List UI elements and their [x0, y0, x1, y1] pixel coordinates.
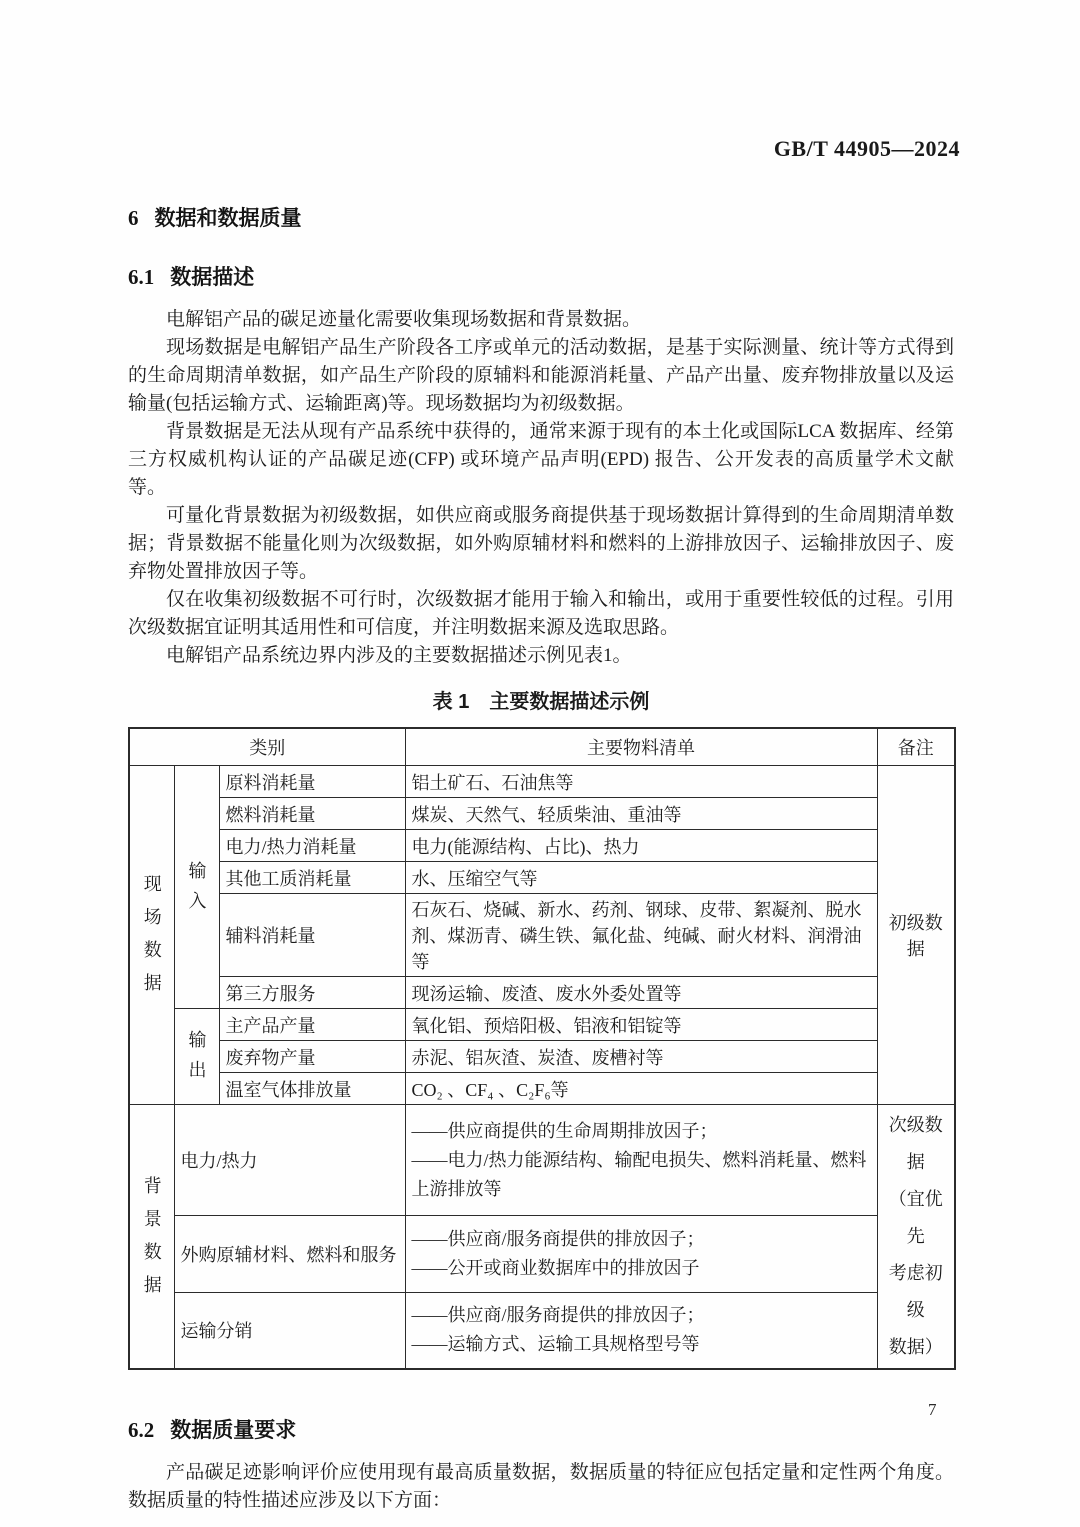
table-row	[129, 830, 955, 862]
section-number: 6.1	[128, 265, 155, 289]
table-header-category: 类别	[129, 728, 405, 766]
row-label-cell: 废弃物产量	[219, 1041, 405, 1073]
table-header-materials: 主要物料清单	[405, 728, 877, 766]
section-6-heading	[128, 202, 954, 232]
row-label-cell: 主产品产量	[219, 1009, 405, 1041]
paragraph-4: 可量化背景数据为初级数据，如供应商或服务商提供基于现场数据计算得到的生命周期清单数据；背景数据不能量化则为次级数据，如外购原辅材料和燃料的上游排放因子、运输排放因子、废弃物处置排放因子等。	[128, 505, 954, 582]
paragraph-5: 仅在收集初级数据不可行时，次级数据才能用于输入和输出，或用于重要性较低的过程。引用次级数据宜证明其适用性和可信度，并注明数据来源及选取思路。	[128, 589, 954, 638]
page-number: 7	[928, 1400, 937, 1419]
table-row	[129, 1216, 955, 1292]
row-label-cell: 第三方服务	[219, 977, 405, 1009]
paragraph-3: 背景数据是无法从现有产品系统中获得的，通常来源于现有的本土化或国际LCA 数据库、经第三方权威机构认证的产品碳足迹(CFP) 或环境产品声明(EPD) 报告、公开发表的高质量学术文献等。	[128, 421, 954, 498]
section-6-1-heading	[128, 261, 954, 291]
row-content-cell: CO₂ 、CF₄ 、C₂F₆等	[405, 1073, 877, 1105]
standard-code: GB/T 44905—2024	[773, 136, 960, 161]
row-content-cell: ——供应商/服务商提供的排放因子； ——公开或商业数据库中的排放因子	[405, 1216, 877, 1292]
section-6-2-heading	[128, 1414, 954, 1444]
row-label-cell: 电力/热力消耗量	[219, 830, 405, 862]
row-label-cell: 原料消耗量	[219, 766, 405, 798]
row-label-cell: 辅料消耗量	[219, 894, 405, 977]
paragraph-1: 电解铝产品的碳足迹量化需要收集现场数据和背景数据。	[166, 309, 642, 330]
row-content-cell: 水、压缩空气等	[405, 862, 877, 894]
table-row	[129, 862, 955, 894]
table-header-remark: 备注	[877, 728, 955, 766]
row-label-cell: 运输分销	[174, 1292, 405, 1369]
table-1	[128, 727, 956, 1370]
table-row	[129, 1292, 955, 1369]
group-label-background-data: 背景数据	[141, 1175, 162, 1308]
section-number: 6.2	[128, 1418, 155, 1442]
paragraph-2: 现场数据是电解铝产品生产阶段各工序或单元的活动数据，是基于实际测量、统计等方式得到的生命周期清单数据，如产品生产阶段的原辅料和能源消耗量、产品产出量、废弃物排放量以及运输量(包括运输方式、运输距离)等。现场数据均为初级数据。	[128, 337, 954, 414]
group-cell-background-data	[129, 1105, 174, 1370]
table-row	[129, 1009, 955, 1041]
section-title: 数据描述	[170, 266, 255, 289]
row-content-cell: 赤泥、铝灰渣、炭渣、废槽衬等	[405, 1041, 877, 1073]
remark-cell-secondary: 次级数据 （宜优先 考虑初级 数据）	[877, 1105, 955, 1370]
row-label-cell: 温室气体排放量	[219, 1073, 405, 1105]
row-label-cell: 外购原辅材料、燃料和服务	[174, 1216, 405, 1292]
group-cell-site-data	[129, 766, 174, 1105]
row-content-cell: 电力(能源结构、占比)、热力	[405, 830, 877, 862]
row-content-cell: ——供应商/服务商提供的排放因子； ——运输方式、运输工具规格型号等	[405, 1292, 877, 1369]
paragraph-6: 电解铝产品系统边界内涉及的主要数据描述示例见表1。	[166, 645, 632, 666]
row-content-cell: 石灰石、烧碱、新水、药剂、钢球、皮带、絮凝剂、脱水剂、煤沥青、磷生铁、氟化盐、纯碱、耐火材料、润滑油等	[405, 894, 877, 977]
row-label-cell: 电力/热力	[174, 1105, 405, 1216]
section-title: 数据和数据质量	[154, 207, 302, 230]
group-label-output: 输出	[186, 1030, 207, 1090]
row-label-cell: 燃料消耗量	[219, 798, 405, 830]
table-row	[129, 1073, 955, 1105]
group-cell-output	[174, 1009, 219, 1105]
table-row	[129, 766, 955, 798]
section-title: 数据质量要求	[170, 1419, 297, 1442]
paragraph-7: 产品碳足迹影响评价应使用现有最高质量数据，数据质量的特征应包括定量和定性两个角度。数据质量的特性描述应涉及以下方面：	[128, 1462, 954, 1511]
table-row	[129, 1105, 955, 1216]
table-row	[129, 977, 955, 1009]
remark-cell-primary: 初级数据	[877, 766, 955, 1105]
row-content-cell: ——供应商提供的生命周期排放因子； ——电力/热力能源结构、输配电损失、燃料消耗量、燃料上游排放等	[405, 1105, 877, 1216]
table-1-title: 表 1 主要数据描述示例	[432, 691, 650, 713]
row-content-cell: 煤炭、天然气、轻质柴油、重油等	[405, 798, 877, 830]
row-content-cell: 现汤运输、废渣、废水外委处置等	[405, 977, 877, 1009]
table-header-row	[129, 728, 955, 766]
table-row	[129, 798, 955, 830]
table-row	[129, 894, 955, 977]
group-label-site-data: 现场数据	[141, 874, 162, 1006]
group-cell-input	[174, 766, 219, 1009]
section-number: 6	[128, 206, 139, 230]
page-content	[128, 202, 954, 1515]
row-content-cell: 铝土矿石、石油焦等	[405, 766, 877, 798]
row-content-cell: 氧化铝、预焙阳极、铝液和铝锭等	[405, 1009, 877, 1041]
group-label-input: 输入	[186, 860, 207, 921]
row-label-cell: 其他工质消耗量	[219, 862, 405, 894]
table-row	[129, 1041, 955, 1073]
